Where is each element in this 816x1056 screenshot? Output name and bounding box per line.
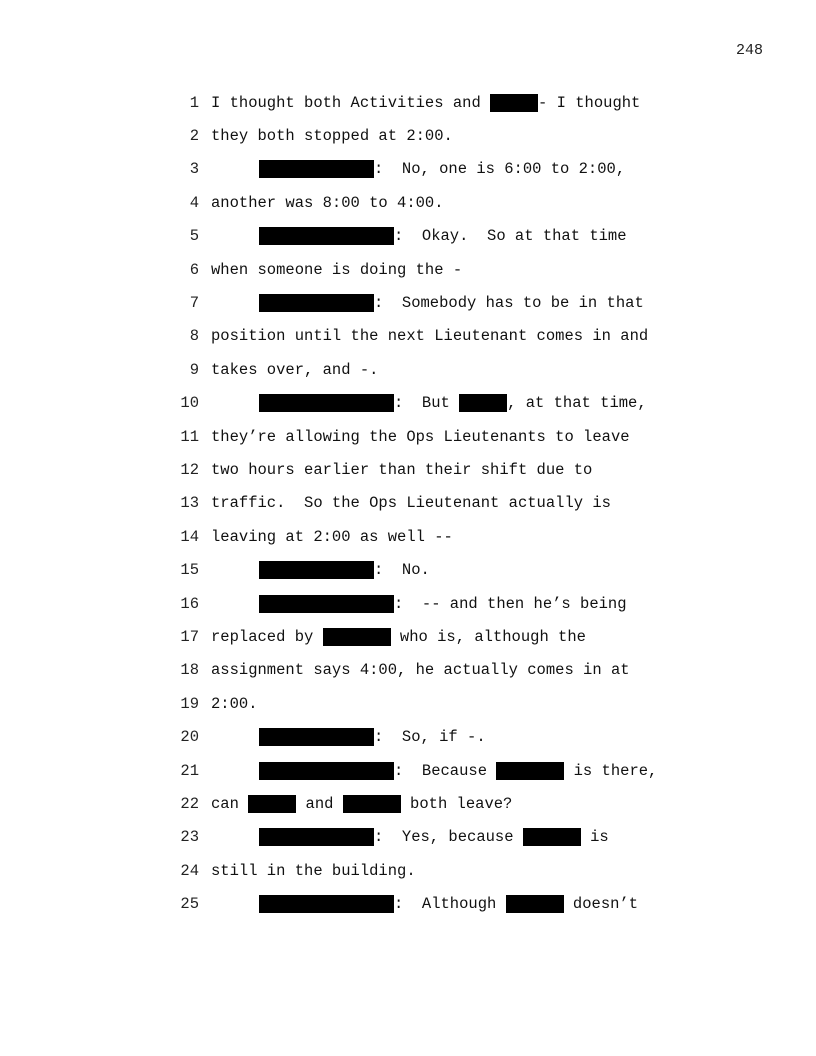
- line-text: : No, one is 6:00 to 2:00,: [259, 160, 625, 178]
- line-text: traffic. So the Ops Lieutenant actually is: [211, 494, 611, 513]
- line-text: : Although doesn’t: [259, 895, 638, 913]
- line-number: 10: [180, 394, 199, 413]
- line-text: : Somebody has to be in that: [259, 294, 644, 312]
- redaction-block: [259, 728, 374, 746]
- line-number: 13: [180, 494, 199, 513]
- line-text: : But , at that time,: [259, 394, 647, 412]
- transcript-line: [170, 720, 730, 753]
- line-number: 14: [180, 527, 199, 546]
- line-number: 18: [180, 661, 199, 680]
- redaction-block: [496, 762, 564, 780]
- line-number: 2: [189, 127, 199, 146]
- line-number: 25: [180, 895, 199, 914]
- line-text: still in the building.: [211, 861, 416, 880]
- transcript-line: [170, 887, 730, 920]
- line-number: 24: [180, 861, 199, 880]
- redaction-block: [259, 394, 394, 412]
- line-number: 6: [189, 260, 199, 279]
- transcript-line: [170, 620, 730, 653]
- transcript-line: [170, 754, 730, 787]
- redaction-block: [323, 628, 391, 646]
- line-text: I thought both Activities and - I thought: [211, 93, 641, 112]
- line-number: 12: [180, 460, 199, 479]
- transcript-line: [170, 353, 730, 386]
- line-number: 15: [180, 561, 199, 580]
- line-text: another was 8:00 to 4:00.: [211, 193, 444, 212]
- redaction-block: [523, 828, 581, 846]
- line-text: two hours earlier than their shift due to: [211, 460, 593, 479]
- line-number: 22: [180, 794, 199, 813]
- redaction-block: [259, 762, 394, 780]
- line-number: 21: [180, 761, 199, 780]
- line-number: 23: [180, 828, 199, 847]
- transcript-line: [170, 487, 730, 520]
- transcript-line: [170, 787, 730, 820]
- line-text: : So, if -.: [259, 728, 486, 746]
- redaction-block: [248, 795, 296, 813]
- redaction-block: [506, 895, 564, 913]
- redaction-block: [259, 294, 374, 312]
- transcript-body: [170, 86, 730, 921]
- transcript-line: [170, 153, 730, 186]
- line-number: 1: [189, 93, 199, 112]
- transcript-line: [170, 320, 730, 353]
- line-number: 3: [189, 160, 199, 179]
- redaction-block: [459, 394, 507, 412]
- transcript-line: [170, 86, 730, 119]
- transcript-line: [170, 387, 730, 420]
- line-number: 19: [180, 694, 199, 713]
- line-text: 2:00.: [211, 694, 258, 713]
- line-text: takes over, and -.: [211, 360, 379, 379]
- line-text: assignment says 4:00, he actually comes in at: [211, 661, 630, 680]
- transcript-line: [170, 854, 730, 887]
- line-text: they both stopped at 2:00.: [211, 127, 453, 146]
- transcript-line: [170, 186, 730, 219]
- line-text: : Yes, because is: [259, 828, 609, 846]
- transcript-line: [170, 286, 730, 319]
- line-number: 11: [180, 427, 199, 446]
- line-text: : -- and then he’s being: [259, 595, 627, 613]
- transcript-line: [170, 587, 730, 620]
- line-text: : No.: [259, 561, 430, 579]
- transcript-line: [170, 253, 730, 286]
- line-text: leaving at 2:00 as well --: [211, 527, 453, 546]
- line-number: 7: [189, 294, 199, 313]
- redaction-block: [490, 94, 538, 112]
- line-number: 5: [189, 227, 199, 246]
- transcript-line: [170, 821, 730, 854]
- line-text: : Okay. So at that time: [259, 227, 627, 245]
- line-number: 4: [189, 193, 199, 212]
- transcript-line: [170, 119, 730, 152]
- redaction-block: [259, 595, 394, 613]
- redaction-block: [259, 895, 394, 913]
- page-number: 248: [735, 42, 763, 59]
- redaction-block: [259, 561, 374, 579]
- transcript-line: [170, 220, 730, 253]
- line-number: 17: [180, 627, 199, 646]
- redaction-block: [259, 828, 374, 846]
- line-number: 9: [189, 360, 199, 379]
- transcript-line: [170, 520, 730, 553]
- line-text: can and both leave?: [211, 794, 513, 813]
- transcript-line: [170, 687, 730, 720]
- redaction-block: [259, 227, 394, 245]
- line-number: 16: [180, 594, 199, 613]
- redaction-block: [343, 795, 401, 813]
- line-text: when someone is doing the -: [211, 260, 463, 279]
- transcript-line: [170, 453, 730, 486]
- redaction-block: [259, 160, 374, 178]
- line-text: they’re allowing the Ops Lieutenants to leave: [211, 427, 630, 446]
- transcript-line: [170, 420, 730, 453]
- line-number: 20: [180, 728, 199, 747]
- line-text: position until the next Lieutenant comes in and: [211, 327, 649, 346]
- transcript-line: [170, 654, 730, 687]
- transcript-line: [170, 553, 730, 586]
- line-number: 8: [189, 327, 199, 346]
- line-text: replaced by who is, although the: [211, 627, 586, 646]
- line-text: : Because is there,: [259, 762, 657, 780]
